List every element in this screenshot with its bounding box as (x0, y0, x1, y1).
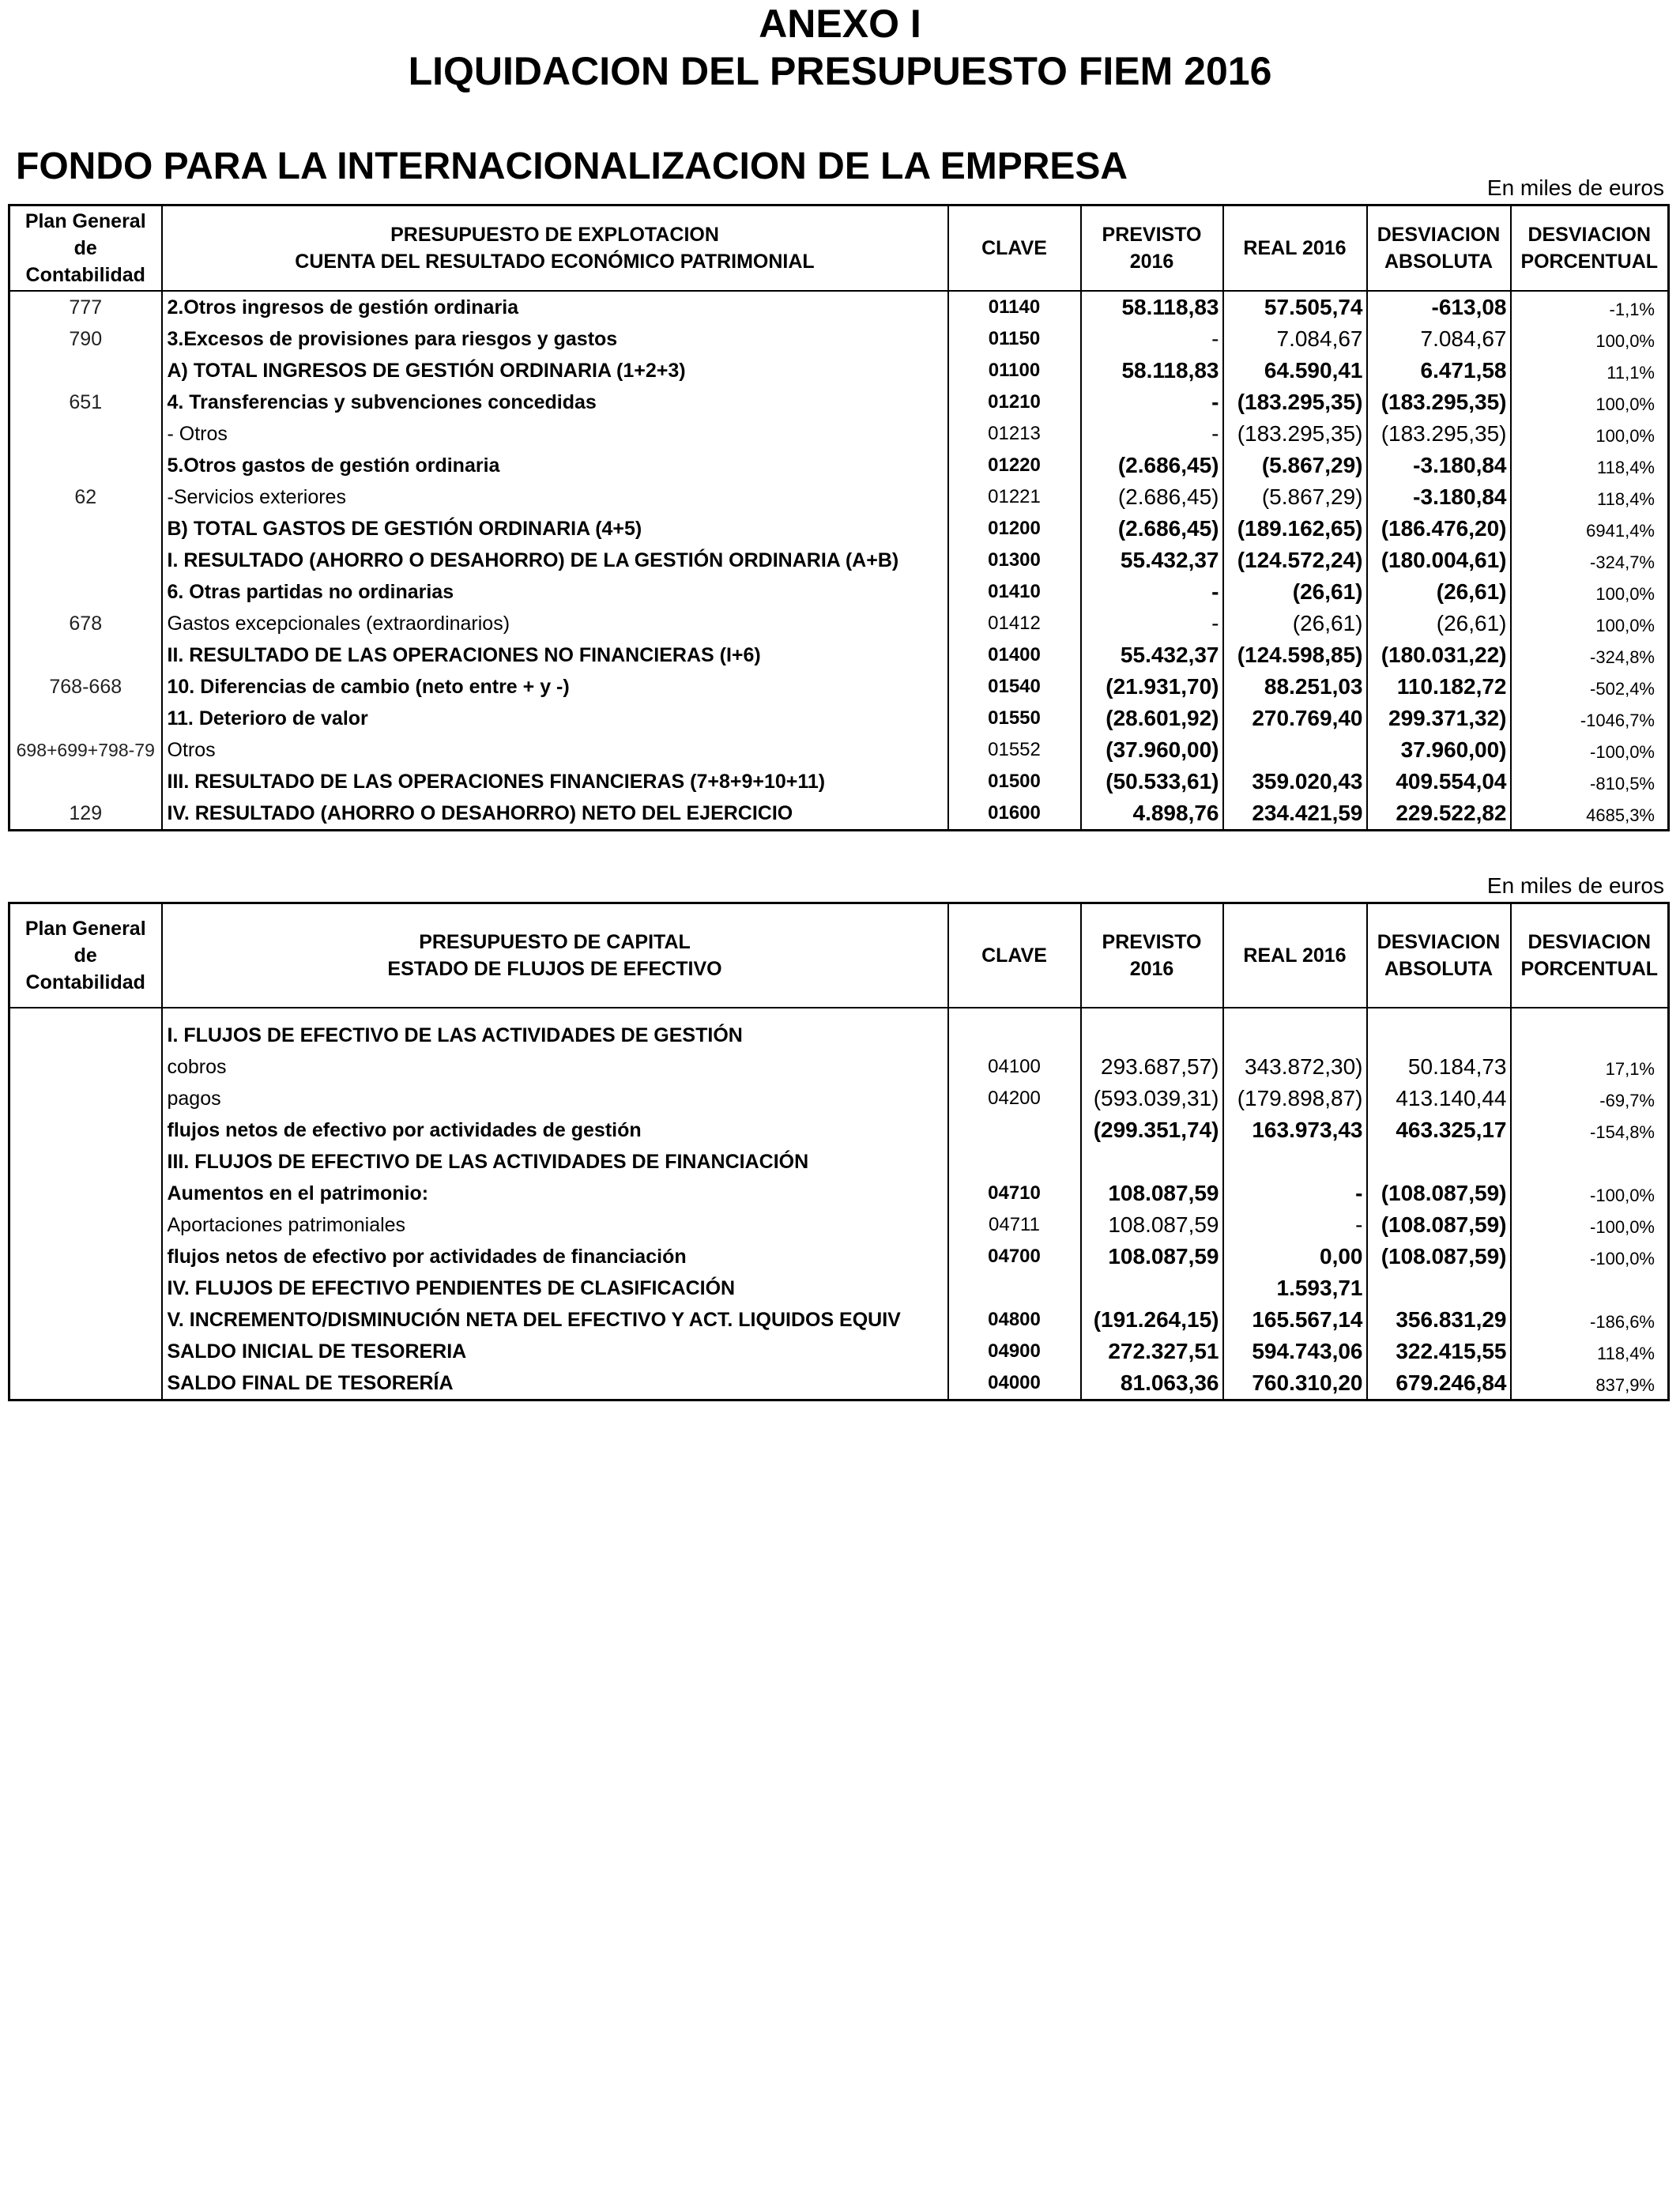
previsto-cell: - (1081, 323, 1223, 355)
table-row (9, 608, 1669, 639)
clave-cell: 01400 (948, 639, 1081, 671)
real-cell: 165.567,14 (1223, 1304, 1367, 1336)
desv-pct-cell (1511, 1272, 1669, 1304)
previsto-cell: 272.327,51 (1081, 1336, 1223, 1367)
desv-pct-cell: 6941,4% (1511, 513, 1669, 545)
desv-pct-cell: -1,1% (1511, 291, 1669, 323)
desv-abs-cell: -3.180,84 (1367, 450, 1511, 481)
desv-abs-cell: (180.031,22) (1367, 639, 1511, 671)
header-clave: CLAVE (948, 205, 1081, 291)
spacer-row (9, 1008, 1669, 1020)
description-cell: 11. Deterioro de valor (162, 703, 948, 734)
header-description: PRESUPUESTO DE EXPLOTACION CUENTA DEL RESULTADO ECONÓMICO PATRIMONIAL (162, 205, 948, 291)
description-cell: I. FLUJOS DE EFECTIVO DE LAS ACTIVIDADES DE GESTIÓN (162, 1020, 948, 1051)
desv-abs-cell: (108.087,59) (1367, 1241, 1511, 1272)
pgc-cell: 678 (9, 608, 162, 639)
annex-title: ANEXO I (759, 2, 921, 46)
description-cell: flujos netos de efectivo por actividades de financiación (162, 1241, 948, 1272)
header-real: REAL 2016 (1223, 903, 1367, 1008)
real-cell: - (1223, 1209, 1367, 1241)
table-row (9, 1178, 1669, 1209)
previsto-cell: 81.063,36 (1081, 1367, 1223, 1400)
previsto-cell: (299.351,74) (1081, 1114, 1223, 1146)
pgc-cell: 62 (9, 481, 162, 513)
desv-abs-cell: 409.554,04 (1367, 766, 1511, 797)
table-row (9, 797, 1669, 831)
clave-cell: 01412 (948, 608, 1081, 639)
desv-pct-cell (1511, 1146, 1669, 1178)
table-row (9, 1241, 1669, 1272)
description-cell: 3.Excesos de provisiones para riesgos y gastos (162, 323, 948, 355)
previsto-cell: (2.686,45) (1081, 450, 1223, 481)
clave-cell: 01213 (948, 418, 1081, 450)
description-cell: Gastos excepcionales (extraordinarios) (162, 608, 948, 639)
pgc-cell (9, 1146, 162, 1178)
clave-cell: 04700 (948, 1241, 1081, 1272)
real-cell (1223, 734, 1367, 766)
desv-pct-cell: 100,0% (1511, 608, 1669, 639)
previsto-cell: (2.686,45) (1081, 481, 1223, 513)
desv-abs-cell (1367, 1272, 1511, 1304)
table-row (9, 291, 1669, 323)
description-cell: Aportaciones patrimoniales (162, 1209, 948, 1241)
description-cell: 4. Transferencias y subvenciones concedidas (162, 386, 948, 418)
table-row (9, 734, 1669, 766)
pgc-cell (9, 1178, 162, 1209)
desv-pct-cell: 11,1% (1511, 355, 1669, 386)
real-cell: 163.973,43 (1223, 1114, 1367, 1146)
table-row (9, 418, 1669, 450)
header-desv-abs: DESVIACION ABSOLUTA (1367, 205, 1511, 291)
description-cell: - Otros (162, 418, 948, 450)
desv-abs-cell: (108.087,59) (1367, 1209, 1511, 1241)
clave-cell: 04200 (948, 1083, 1081, 1114)
table-row (9, 386, 1669, 418)
real-cell: (124.572,24) (1223, 545, 1367, 576)
description-cell: cobros (162, 1051, 948, 1083)
desv-pct-cell: 17,1% (1511, 1051, 1669, 1083)
clave-cell: 01540 (948, 671, 1081, 703)
fund-subtitle: FONDO PARA LA INTERNACIONALIZACION DE LA EMPRESA (16, 145, 1128, 187)
capital-budget-table (8, 902, 1670, 1401)
operating-budget-table (8, 204, 1670, 831)
desv-abs-cell: (26,61) (1367, 576, 1511, 608)
pgc-cell: 768-668 (9, 671, 162, 703)
clave-cell (948, 1114, 1081, 1146)
clave-cell: 01500 (948, 766, 1081, 797)
clave-cell: 04000 (948, 1367, 1081, 1400)
previsto-cell (1081, 1146, 1223, 1178)
desv-pct-cell: -154,8% (1511, 1114, 1669, 1146)
previsto-cell: 4.898,76 (1081, 797, 1223, 831)
previsto-cell: 108.087,59 (1081, 1241, 1223, 1272)
description-cell: A) TOTAL INGRESOS DE GESTIÓN ORDINARIA (1+2+3) (162, 355, 948, 386)
description-cell: 6. Otras partidas no ordinarias (162, 576, 948, 608)
previsto-cell: 58.118,83 (1081, 291, 1223, 323)
header-description: PRESUPUESTO DE CAPITAL ESTADO DE FLUJOS DE EFECTIVO (162, 903, 948, 1008)
real-cell: (189.162,65) (1223, 513, 1367, 545)
description-cell: 10. Diferencias de cambio (neto entre + y -) (162, 671, 948, 703)
desv-pct-cell: -502,4% (1511, 671, 1669, 703)
clave-cell: 04800 (948, 1304, 1081, 1336)
previsto-cell: - (1081, 608, 1223, 639)
desv-pct-cell: -186,6% (1511, 1304, 1669, 1336)
real-cell: 64.590,41 (1223, 355, 1367, 386)
real-cell: 57.505,74 (1223, 291, 1367, 323)
clave-cell: 04711 (948, 1209, 1081, 1241)
header-desv-pct: DESVIACION PORCENTUAL (1511, 903, 1669, 1008)
clave-cell: 01600 (948, 797, 1081, 831)
real-cell (1223, 1146, 1367, 1178)
previsto-cell: (2.686,45) (1081, 513, 1223, 545)
real-cell: 1.593,71 (1223, 1272, 1367, 1304)
desv-pct-cell: 118,4% (1511, 1336, 1669, 1367)
clave-cell: 01552 (948, 734, 1081, 766)
pgc-cell (9, 703, 162, 734)
clave-cell: 04900 (948, 1336, 1081, 1367)
pgc-cell (9, 1272, 162, 1304)
pgc-cell (9, 766, 162, 797)
desv-pct-cell: -100,0% (1511, 1241, 1669, 1272)
clave-cell: 01210 (948, 386, 1081, 418)
description-cell: II. RESULTADO DE LAS OPERACIONES NO FINANCIERAS (I+6) (162, 639, 948, 671)
real-cell: (179.898,87) (1223, 1083, 1367, 1114)
clave-cell: 04710 (948, 1178, 1081, 1209)
real-cell: (183.295,35) (1223, 418, 1367, 450)
table-row (9, 671, 1669, 703)
units-label-2: En miles de euros (1486, 873, 1664, 898)
header-desv-pct: DESVIACION PORCENTUAL (1511, 205, 1669, 291)
desv-abs-cell: 299.371,32) (1367, 703, 1511, 734)
table-row (9, 1209, 1669, 1241)
desv-pct-cell: -810,5% (1511, 766, 1669, 797)
desv-pct-cell: 100,0% (1511, 323, 1669, 355)
previsto-cell: - (1081, 576, 1223, 608)
desv-pct-cell: -324,8% (1511, 639, 1669, 671)
table-row (9, 1114, 1669, 1146)
table-row (9, 481, 1669, 513)
desv-abs-cell: (183.295,35) (1367, 418, 1511, 450)
description-cell: SALDO INICIAL DE TESORERIA (162, 1336, 948, 1367)
desv-abs-cell: 679.246,84 (1367, 1367, 1511, 1400)
header-desv-abs: DESVIACION ABSOLUTA (1367, 903, 1511, 1008)
table-row (9, 576, 1669, 608)
pgc-cell (9, 639, 162, 671)
units-label-1: En miles de euros (1486, 175, 1664, 200)
description-cell: IV. RESULTADO (AHORRO O DESAHORRO) NETO DEL EJERCICIO (162, 797, 948, 831)
desv-abs-cell: 413.140,44 (1367, 1083, 1511, 1114)
desv-abs-cell: (108.087,59) (1367, 1178, 1511, 1209)
pgc-cell (9, 1241, 162, 1272)
description-cell: Otros (162, 734, 948, 766)
desv-pct-cell: 837,9% (1511, 1367, 1669, 1400)
previsto-cell: (37.960,00) (1081, 734, 1223, 766)
description-cell: 2.Otros ingresos de gestión ordinaria (162, 291, 948, 323)
pgc-cell (9, 1336, 162, 1367)
previsto-cell: 293.687,57) (1081, 1051, 1223, 1083)
real-cell: (5.867,29) (1223, 481, 1367, 513)
real-cell: (5.867,29) (1223, 450, 1367, 481)
pgc-cell: 129 (9, 797, 162, 831)
table-row (9, 1020, 1669, 1051)
real-cell (1223, 1020, 1367, 1051)
pgc-cell: 698+699+798-79 (9, 734, 162, 766)
desv-pct-cell: 118,4% (1511, 481, 1669, 513)
previsto-cell: - (1081, 386, 1223, 418)
description-cell: B) TOTAL GASTOS DE GESTIÓN ORDINARIA (4+5) (162, 513, 948, 545)
pgc-cell (9, 1209, 162, 1241)
previsto-cell: (191.264,15) (1081, 1304, 1223, 1336)
desv-pct-cell: -1046,7% (1511, 703, 1669, 734)
description-cell: pagos (162, 1083, 948, 1114)
real-cell: (26,61) (1223, 608, 1367, 639)
real-cell: 343.872,30) (1223, 1051, 1367, 1083)
desv-pct-cell: -69,7% (1511, 1083, 1669, 1114)
real-cell: 234.421,59 (1223, 797, 1367, 831)
table-row (9, 766, 1669, 797)
real-cell: 0,00 (1223, 1241, 1367, 1272)
clave-cell (948, 1272, 1081, 1304)
desv-abs-cell: 322.415,55 (1367, 1336, 1511, 1367)
desv-abs-cell: 7.084,67 (1367, 323, 1511, 355)
real-cell: - (1223, 1178, 1367, 1209)
table-row (9, 1336, 1669, 1367)
table-row (9, 703, 1669, 734)
description-cell: -Servicios exteriores (162, 481, 948, 513)
clave-cell: 04100 (948, 1051, 1081, 1083)
previsto-cell: 58.118,83 (1081, 355, 1223, 386)
real-cell: 7.084,67 (1223, 323, 1367, 355)
table-row (9, 545, 1669, 576)
desv-abs-cell: 356.831,29 (1367, 1304, 1511, 1336)
table-row (9, 1083, 1669, 1114)
previsto-cell: 55.432,37 (1081, 545, 1223, 576)
desv-pct-cell: 100,0% (1511, 418, 1669, 450)
desv-abs-cell: 110.182,72 (1367, 671, 1511, 703)
desv-abs-cell: 50.184,73 (1367, 1051, 1511, 1083)
description-cell: I. RESULTADO (AHORRO O DESAHORRO) DE LA GESTIÓN ORDINARIA (A+B) (162, 545, 948, 576)
pgc-cell (9, 355, 162, 386)
pgc-cell (9, 545, 162, 576)
table-row (9, 1146, 1669, 1178)
header-clave: CLAVE (948, 903, 1081, 1008)
description-cell: Aumentos en el patrimonio: (162, 1178, 948, 1209)
header-pgc: Plan General de Contabilidad (9, 903, 162, 1008)
previsto-cell: (593.039,31) (1081, 1083, 1223, 1114)
desv-pct-cell: 100,0% (1511, 576, 1669, 608)
table-row (9, 450, 1669, 481)
desv-pct-cell: -100,0% (1511, 1209, 1669, 1241)
table-row (9, 323, 1669, 355)
desv-pct-cell: -324,7% (1511, 545, 1669, 576)
clave-cell: 01140 (948, 291, 1081, 323)
table-row (9, 1272, 1669, 1304)
previsto-cell: - (1081, 418, 1223, 450)
previsto-cell: 108.087,59 (1081, 1209, 1223, 1241)
desv-abs-cell (1367, 1146, 1511, 1178)
description-cell: III. FLUJOS DE EFECTIVO DE LAS ACTIVIDADES DE FINANCIACIÓN (162, 1146, 948, 1178)
pgc-cell (9, 1083, 162, 1114)
desv-abs-cell: 37.960,00) (1367, 734, 1511, 766)
desv-pct-cell (1511, 1020, 1669, 1051)
description-cell: flujos netos de efectivo por actividades de gestión (162, 1114, 948, 1146)
previsto-cell: 108.087,59 (1081, 1178, 1223, 1209)
real-cell: (124.598,85) (1223, 639, 1367, 671)
pgc-cell (9, 1367, 162, 1400)
desv-abs-cell: 6.471,58 (1367, 355, 1511, 386)
desv-abs-cell: (186.476,20) (1367, 513, 1511, 545)
description-cell: V. INCREMENTO/DISMINUCIÓN NETA DEL EFECTIVO Y ACT. LIQUIDOS EQUIV (162, 1304, 948, 1336)
desv-abs-cell: (180.004,61) (1367, 545, 1511, 576)
desv-abs-cell: 463.325,17 (1367, 1114, 1511, 1146)
desv-pct-cell: -100,0% (1511, 1178, 1669, 1209)
desv-pct-cell: -100,0% (1511, 734, 1669, 766)
clave-cell (948, 1020, 1081, 1051)
clave-cell: 01220 (948, 450, 1081, 481)
pgc-cell: 777 (9, 291, 162, 323)
document-title: LIQUIDACION DEL PRESUPUESTO FIEM 2016 (408, 49, 1272, 93)
desv-abs-cell (1367, 1020, 1511, 1051)
description-cell: 5.Otros gastos de gestión ordinaria (162, 450, 948, 481)
pgc-cell (9, 450, 162, 481)
previsto-cell (1081, 1020, 1223, 1051)
table-row (9, 1367, 1669, 1400)
table-row (9, 1304, 1669, 1336)
previsto-cell: (28.601,92) (1081, 703, 1223, 734)
clave-cell: 01410 (948, 576, 1081, 608)
desv-pct-cell: 118,4% (1511, 450, 1669, 481)
real-cell: 594.743,06 (1223, 1336, 1367, 1367)
pgc-cell: 651 (9, 386, 162, 418)
description-cell: SALDO FINAL DE TESORERÍA (162, 1367, 948, 1400)
clave-cell: 01200 (948, 513, 1081, 545)
desv-abs-cell: (183.295,35) (1367, 386, 1511, 418)
clave-cell: 01100 (948, 355, 1081, 386)
desv-abs-cell: -613,08 (1367, 291, 1511, 323)
pgc-cell (9, 1020, 162, 1051)
table-row (9, 1051, 1669, 1083)
real-cell: 270.769,40 (1223, 703, 1367, 734)
pgc-cell (9, 576, 162, 608)
real-cell: 359.020,43 (1223, 766, 1367, 797)
real-cell: 88.251,03 (1223, 671, 1367, 703)
table-row (9, 513, 1669, 545)
desv-pct-cell: 100,0% (1511, 386, 1669, 418)
desv-abs-cell: (26,61) (1367, 608, 1511, 639)
desv-abs-cell: 229.522,82 (1367, 797, 1511, 831)
desv-abs-cell: -3.180,84 (1367, 481, 1511, 513)
header-real: REAL 2016 (1223, 205, 1367, 291)
desv-pct-cell: 4685,3% (1511, 797, 1669, 831)
pgc-cell: 790 (9, 323, 162, 355)
clave-cell (948, 1146, 1081, 1178)
header-pgc: Plan General de Contabilidad (9, 205, 162, 291)
clave-cell: 01550 (948, 703, 1081, 734)
table-row (9, 639, 1669, 671)
clave-cell: 01150 (948, 323, 1081, 355)
previsto-cell: (50.533,61) (1081, 766, 1223, 797)
real-cell: (26,61) (1223, 576, 1367, 608)
real-cell: (183.295,35) (1223, 386, 1367, 418)
pgc-cell (9, 1114, 162, 1146)
table-row (9, 355, 1669, 386)
header-previsto: PREVISTO 2016 (1081, 205, 1223, 291)
description-cell: III. RESULTADO DE LAS OPERACIONES FINANCIERAS (7+8+9+10+11) (162, 766, 948, 797)
real-cell: 760.310,20 (1223, 1367, 1367, 1400)
pgc-cell (9, 1051, 162, 1083)
previsto-cell (1081, 1272, 1223, 1304)
pgc-cell (9, 418, 162, 450)
clave-cell: 01300 (948, 545, 1081, 576)
description-cell: IV. FLUJOS DE EFECTIVO PENDIENTES DE CLASIFICACIÓN (162, 1272, 948, 1304)
header-previsto: PREVISTO 2016 (1081, 903, 1223, 1008)
previsto-cell: 55.432,37 (1081, 639, 1223, 671)
previsto-cell: (21.931,70) (1081, 671, 1223, 703)
pgc-cell (9, 1304, 162, 1336)
pgc-cell (9, 513, 162, 545)
clave-cell: 01221 (948, 481, 1081, 513)
